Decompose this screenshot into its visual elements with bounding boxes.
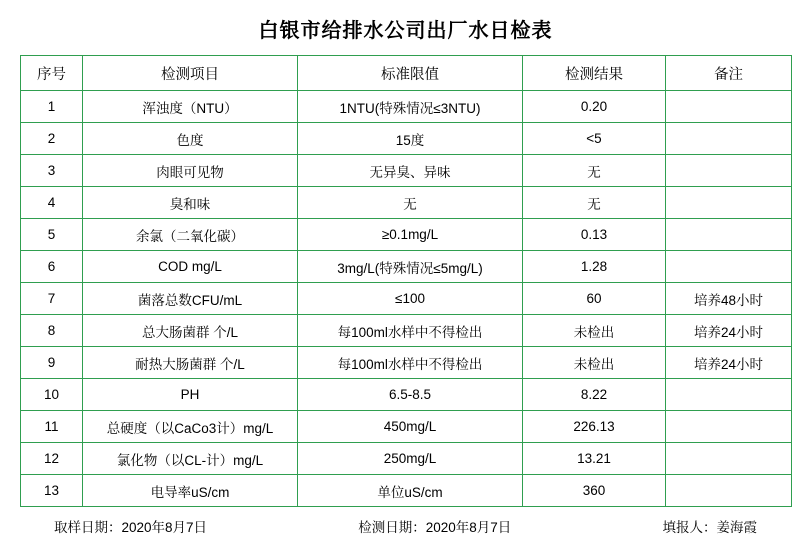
cell-limit: 3mg/L(特殊情况≤5mg/L): [298, 251, 523, 283]
table-row: [21, 379, 792, 411]
table-body: [21, 91, 792, 507]
cell-remark: 培养48小时: [666, 283, 792, 315]
table-row: [21, 123, 792, 155]
cell-no: 11: [21, 411, 83, 443]
cell-remark: [666, 443, 792, 475]
cell-item: 色度: [83, 123, 298, 155]
cell-item: 余氯（二氧化碳）: [83, 219, 298, 251]
cell-limit: 无异臭、异味: [298, 155, 523, 187]
reporter-name: 填报人：姜海霞: [662, 520, 757, 535]
cell-no: 4: [21, 187, 83, 219]
column-header-item: 检测项目: [83, 56, 298, 91]
cell-remark: [666, 379, 792, 411]
cell-limit: ≥0.1mg/L: [298, 219, 523, 251]
cell-item: 浑浊度（NTU）: [83, 91, 298, 123]
cell-no: 7: [21, 283, 83, 315]
cell-no: 6: [21, 251, 83, 283]
table-row: [21, 283, 792, 315]
cell-remark: [666, 91, 792, 123]
page-title: 白银市给排水公司出厂水日检表: [258, 20, 553, 42]
cell-limit: 每100ml水样中不得检出: [298, 315, 523, 347]
cell-no: 13: [21, 475, 83, 507]
cell-result: 0.13: [523, 219, 666, 251]
table-header-row: [21, 56, 792, 91]
cell-item: 肉眼可见物: [83, 155, 298, 187]
column-header-result: 检测结果: [523, 56, 666, 91]
table-row: [21, 251, 792, 283]
table-row: [21, 315, 792, 347]
cell-remark: 培养24小时: [666, 315, 792, 347]
cell-remark: [666, 251, 792, 283]
cell-result: 360: [523, 475, 666, 507]
cell-result: 1.28: [523, 251, 666, 283]
cell-limit: 无: [298, 187, 523, 219]
sampling-date: 取样日期：2020年8月7日: [54, 520, 208, 535]
column-header-limit: 标准限值: [298, 56, 523, 91]
testing-date: 检测日期：2020年8月7日: [358, 520, 512, 535]
cell-result: 无: [523, 155, 666, 187]
cell-remark: [666, 411, 792, 443]
column-header-remark: 备注: [666, 56, 792, 91]
cell-item: 总大肠菌群 个/L: [83, 315, 298, 347]
cell-result: 无: [523, 187, 666, 219]
cell-no: 5: [21, 219, 83, 251]
table-row: [21, 219, 792, 251]
cell-no: 9: [21, 347, 83, 379]
table-row: [21, 155, 792, 187]
table-row: [21, 443, 792, 475]
cell-result: 未检出: [523, 347, 666, 379]
table-row: [21, 187, 792, 219]
cell-limit: ≤100: [298, 283, 523, 315]
table-row: [21, 411, 792, 443]
cell-remark: [666, 123, 792, 155]
cell-item: 电导率uS/cm: [83, 475, 298, 507]
water-quality-report-table: [20, 55, 792, 507]
cell-item: 总硬度（以CaCo3计）mg/L: [83, 411, 298, 443]
report-footer: [20, 507, 791, 536]
cell-remark: [666, 475, 792, 507]
table-row: [21, 475, 792, 507]
cell-result: 60: [523, 283, 666, 315]
cell-remark: 培养24小时: [666, 347, 792, 379]
cell-limit: 6.5-8.5: [298, 379, 523, 411]
cell-result: 13.21: [523, 443, 666, 475]
cell-limit: 450mg/L: [298, 411, 523, 443]
report-table-container: [0, 55, 811, 536]
cell-limit: 1NTU(特殊情况≤3NTU): [298, 91, 523, 123]
cell-limit: 每100ml水样中不得检出: [298, 347, 523, 379]
cell-item: 菌落总数CFU/mL: [83, 283, 298, 315]
cell-result: 0.20: [523, 91, 666, 123]
cell-item: 氯化物（以CL-计）mg/L: [83, 443, 298, 475]
table-header: [21, 56, 792, 91]
cell-result: 8.22: [523, 379, 666, 411]
cell-remark: [666, 219, 792, 251]
cell-item: 臭和味: [83, 187, 298, 219]
cell-limit: 单位uS/cm: [298, 475, 523, 507]
cell-no: 2: [21, 123, 83, 155]
cell-result: 未检出: [523, 315, 666, 347]
cell-remark: [666, 187, 792, 219]
cell-result: <5: [523, 123, 666, 155]
cell-remark: [666, 155, 792, 187]
table-row: [21, 91, 792, 123]
cell-no: 1: [21, 91, 83, 123]
cell-no: 3: [21, 155, 83, 187]
cell-result: 226.13: [523, 411, 666, 443]
cell-item: PH: [83, 379, 298, 411]
table-row: [21, 347, 792, 379]
cell-item: 耐热大肠菌群 个/L: [83, 347, 298, 379]
cell-no: 12: [21, 443, 83, 475]
cell-limit: 250mg/L: [298, 443, 523, 475]
cell-item: COD mg/L: [83, 251, 298, 283]
cell-no: 10: [21, 379, 83, 411]
cell-limit: 15度: [298, 123, 523, 155]
cell-no: 8: [21, 315, 83, 347]
column-header-no: 序号: [21, 56, 83, 91]
